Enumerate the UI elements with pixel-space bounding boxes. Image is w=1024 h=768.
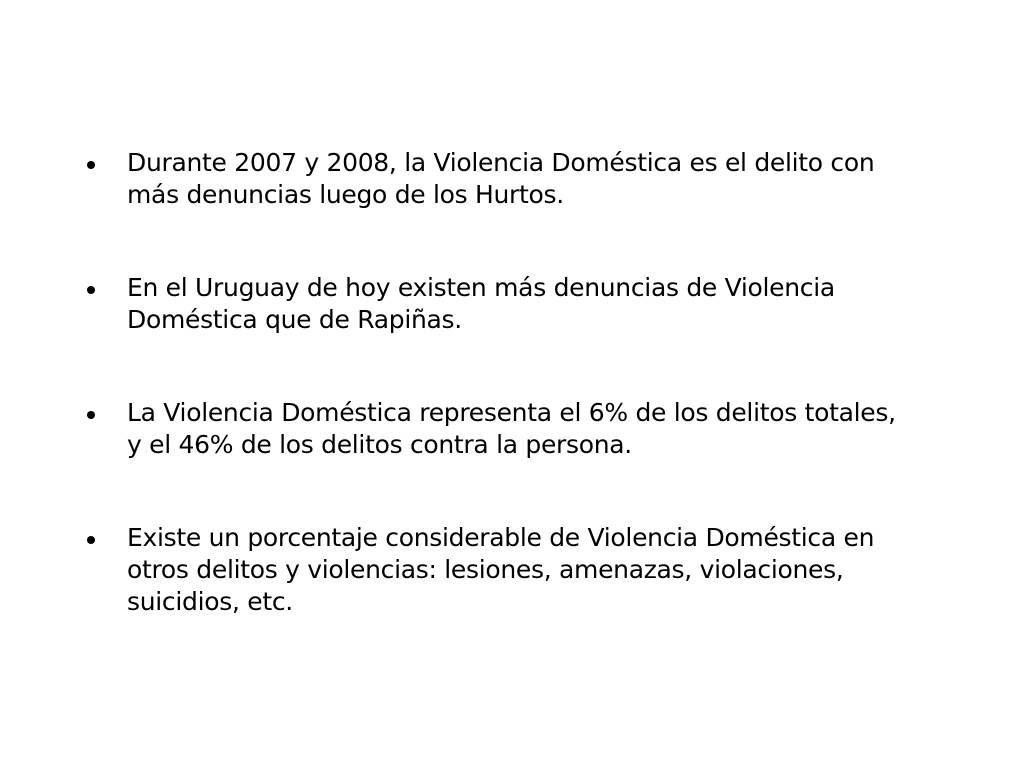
bullet-dot-icon <box>87 536 95 544</box>
bullet-dot-icon <box>87 411 95 419</box>
bullet-dot-icon <box>87 286 95 294</box>
bullet-text: Durante 2007 y 2008, la Violencia Doméstica es el delito con más denuncias luego de los Hurtos. <box>127 148 875 209</box>
bullet-item <box>80 397 910 461</box>
bullet-text: En el Uruguay de hoy existen más denuncias de Violencia Doméstica que de Rapiñas. <box>127 273 835 334</box>
bullet-item <box>80 147 910 211</box>
bullet-item <box>80 272 910 336</box>
bullet-list <box>80 147 910 618</box>
bullet-item <box>80 522 910 618</box>
bullet-dot-icon <box>87 161 95 169</box>
bullet-text: La Violencia Doméstica representa el 6% de los delitos totales, y el 46% de los delitos contra la persona. <box>127 398 896 459</box>
bullet-text: Existe un porcentaje considerable de Violencia Doméstica en otros delitos y violencias: lesiones, amenazas, violaciones, suicidios, etc. <box>127 523 875 616</box>
